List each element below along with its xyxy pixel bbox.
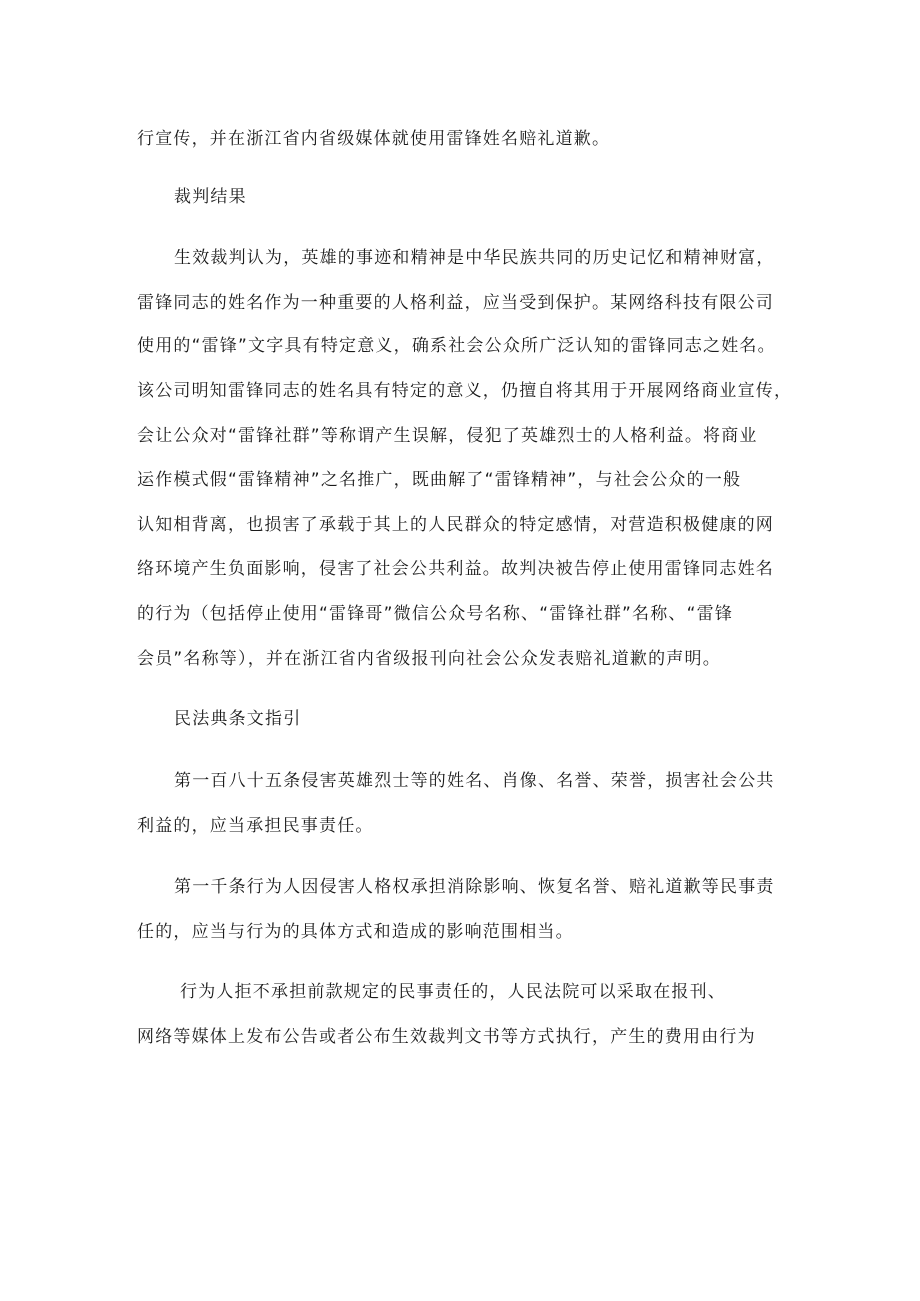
- section-heading-judgment: 裁判结果: [174, 187, 247, 207]
- section-heading-civil-code: 民法典条文指引: [174, 709, 302, 729]
- text-line: 第一百八十五条侵害英雄烈士等的姓名、肖像、名誉、荣誉，损害社会公共: [174, 771, 775, 791]
- text-line: 使用的“雷锋”文字具有特定意义，确系社会公众所广泛认知的雷锋同志之姓名。: [137, 336, 776, 356]
- text-line: 生效裁判认为，英雄的事迹和精神是中华民族共同的历史记忆和精神财富，: [174, 248, 775, 268]
- text-line: 行为人拒不承担前款规定的民事责任的，人民法院可以采取在报刊、: [180, 982, 726, 1002]
- text-line: 会让公众对“雷锋社群”等称谓产生误解，侵犯了英雄烈士的人格利益。将商业: [137, 426, 758, 446]
- text-line: 该公司明知雷锋同志的姓名具有特定的意义，仍擅自将其用于开展网络商业宣传，: [137, 381, 793, 401]
- text-line: 网络等媒体上发布公告或者公布生效裁判文书等方式执行，产生的费用由行为: [137, 1027, 756, 1047]
- text-line: 第一千条行为人因侵害人格权承担消除影响、恢复名誉、赔礼道歉等民事责: [174, 877, 775, 897]
- text-line: 利益的，应当承担民事责任。: [137, 816, 374, 836]
- text-line-continuation: 行宣传，并在浙江省内省级媒体就使用雷锋姓名赔礼道歉。: [137, 129, 611, 149]
- text-line: 络环境产生负面影响，侵害了社会公共利益。故判决被告停止使用雷锋同志姓名: [137, 559, 774, 579]
- text-line: 认知相背离，也损害了承载于其上的人民群众的特定感情，对营造积极健康的网: [137, 515, 774, 535]
- text-line: 雷锋同志的姓名作为一种重要的人格利益，应当受到保护。某网络科技有限公司: [137, 293, 774, 313]
- text-line: 的行为（包括停止使用“雷锋哥”微信公众号名称、“雷锋社群”名称、“雷锋: [137, 604, 734, 624]
- text-line: 运作模式假“雷锋精神”之名推广，既曲解了“雷锋精神”，与社会公众的一般: [137, 470, 742, 490]
- text-line: 会员”名称等），并在浙江省内省级报刊向社会公众发表赔礼道歉的声明。: [137, 649, 721, 669]
- text-line: 任的，应当与行为的具体方式和造成的影响范围相当。: [137, 922, 574, 942]
